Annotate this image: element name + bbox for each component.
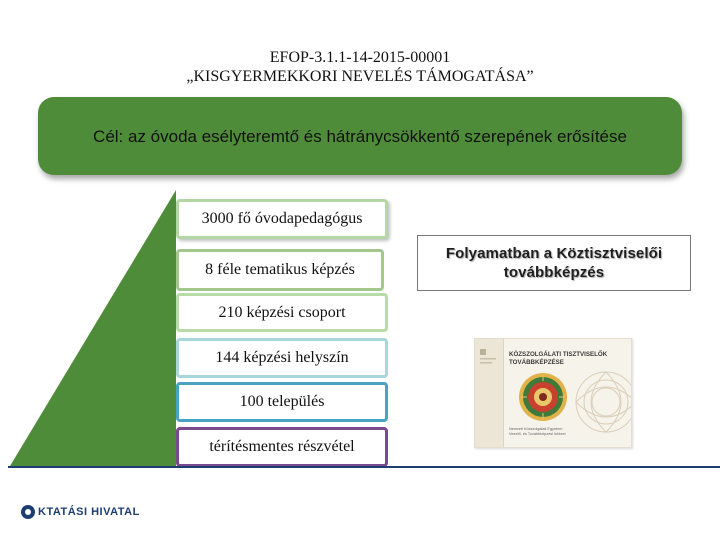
title-line-2: „KISGYERMEKKORI NEVELÉS TÁMOGATÁSA” <box>186 68 534 85</box>
pyramid-item-label: térítésmentes részvétel <box>209 438 355 455</box>
cover-sub-line-1: Nemzeti Közszolgálati Egyetem <box>509 427 563 431</box>
cover-logo-icon <box>476 345 502 385</box>
pyramid-item-label: 3000 fő óvodapedagógus <box>201 210 363 227</box>
footer-divider <box>8 466 720 468</box>
pyramid-item-trainees <box>176 199 388 239</box>
pyramid-item-label: 8 féle tematikus képzés <box>205 261 355 278</box>
callout-box <box>417 235 691 291</box>
pyramid-triangle <box>10 190 176 466</box>
title-line-1: EFOP-3.1.1-14-2015-00001 <box>269 49 451 66</box>
pyramid-item-label: 144 képzési helyszín <box>215 349 349 366</box>
circle-logo-icon <box>20 504 36 520</box>
pyramid-item-free-participation <box>176 427 388 467</box>
cover-title-line-1: KÖZSZOLGÁLATI TISZTVISELŐK <box>509 351 608 358</box>
callout-line-1: Folyamatban a Köztisztviselői <box>445 245 663 262</box>
pyramid-item-settlements <box>176 382 388 422</box>
pyramid-item-groups <box>176 293 388 332</box>
slide-title <box>0 48 720 86</box>
pyramid-item-label: 210 képzési csoport <box>218 303 346 321</box>
goal-text: Cél: az óvoda esélyteremtő és hátránycsökkentő szerepének erősítése <box>93 126 627 146</box>
footer-logo <box>20 502 140 522</box>
callout-line-2: továbbképzés <box>503 264 605 281</box>
pyramid-item-label: 100 település <box>239 393 325 410</box>
cover-title <box>509 351 629 367</box>
pyramid-item-trainings <box>176 249 384 291</box>
pyramid-item-venues <box>176 338 388 378</box>
cover-subtitle <box>509 427 629 437</box>
goal-box <box>38 97 682 175</box>
cover-sub-line-2: Vezető- és Továbbképzési Intézet <box>509 432 566 436</box>
footer-logo-text: KTATÁSI HIVATAL <box>38 506 140 518</box>
cover-title-line-2: TOVÁBBKÉPZÉSE <box>509 359 564 366</box>
publication-cover-image <box>474 338 632 448</box>
emblem-icon <box>517 371 569 423</box>
